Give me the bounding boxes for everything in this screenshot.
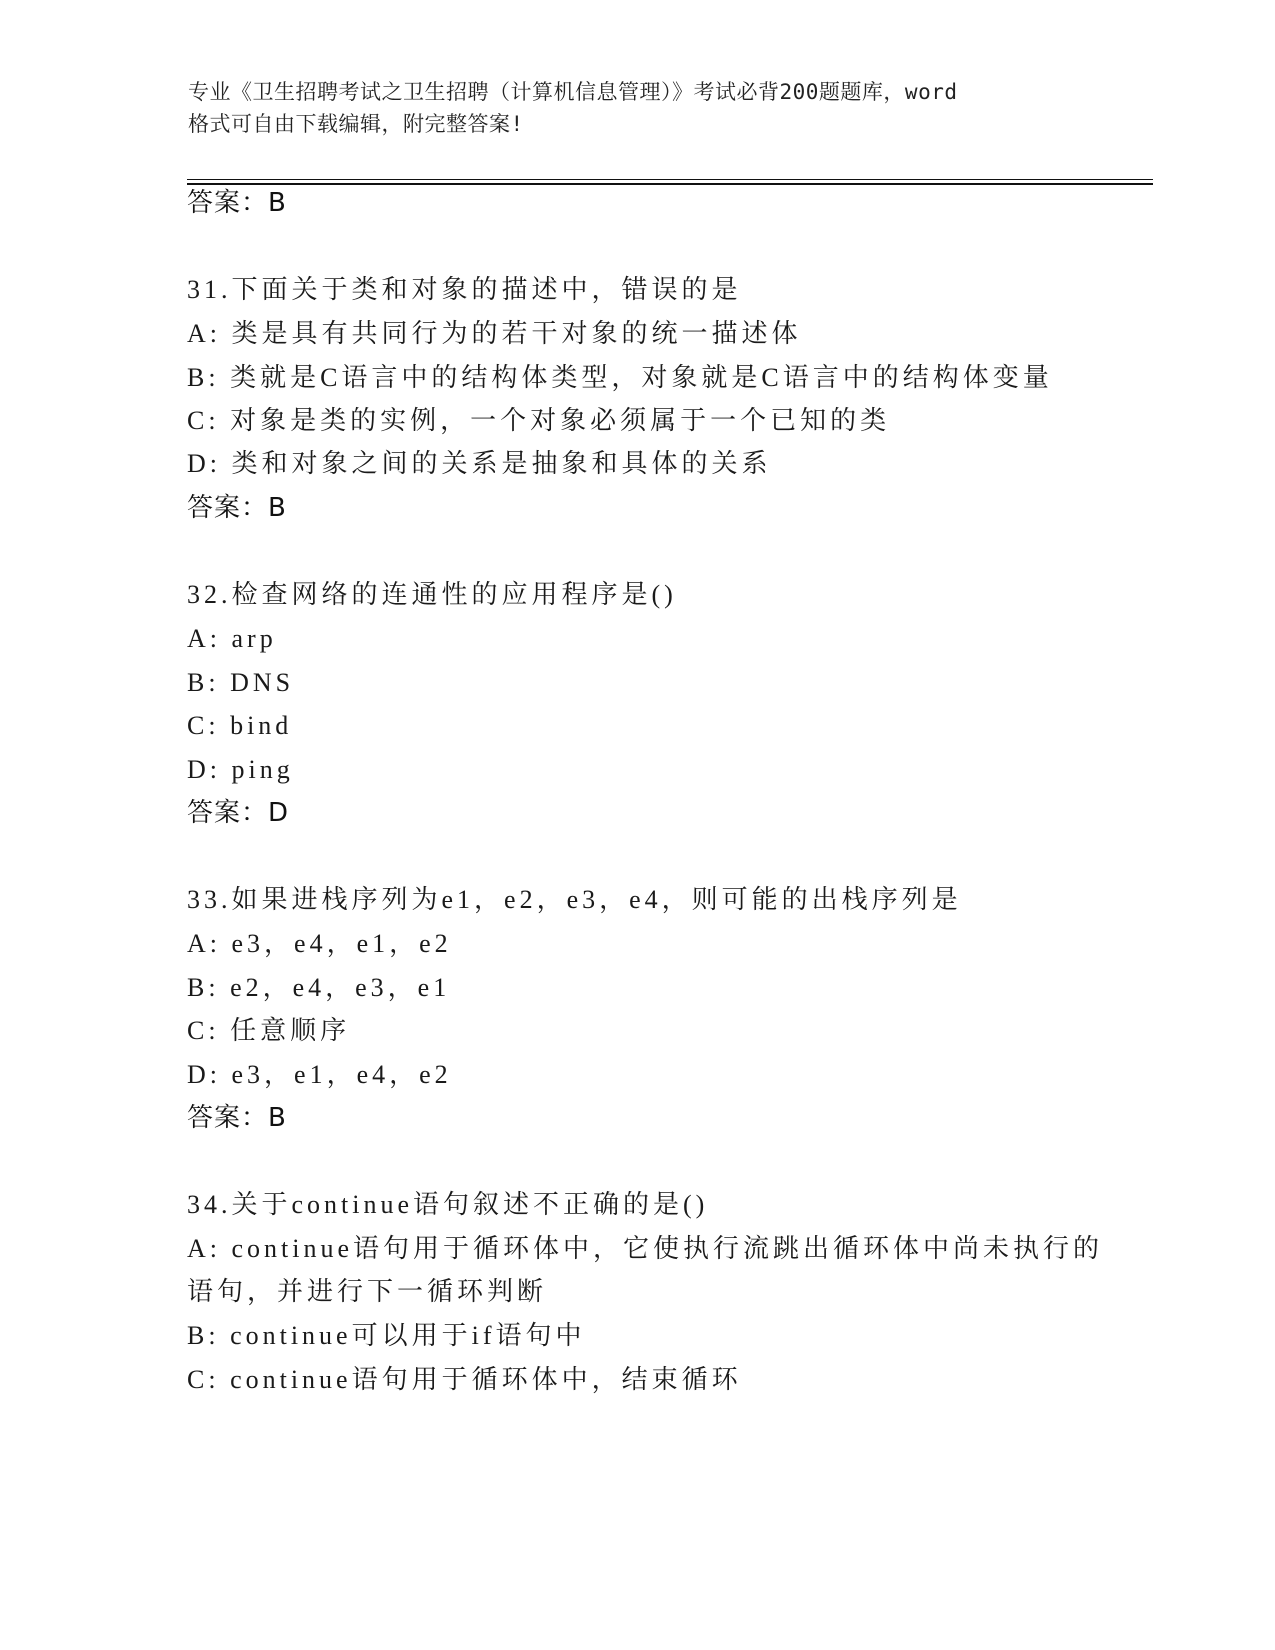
question-option-continuation: 语句，并进行下一循环判断 (187, 1277, 548, 1306)
question-stem-33: 33.如果进栈序列为e1，e2，e3，e4，则可能的出栈序列是 (187, 885, 962, 914)
answer-label: 答案：B (187, 493, 287, 523)
question-option: B: continue可以用于if语句中 (187, 1321, 586, 1350)
header-divider-thick (187, 183, 1153, 185)
question-option: D: ping (187, 755, 294, 784)
question-option: A: continue语句用于循环体中，它使执行流跳出循环体中尚未执行的 (187, 1234, 1104, 1263)
document-header (188, 76, 1088, 140)
question-option: B: e2，e4，e3，e1 (187, 973, 451, 1002)
header-line-2: 格式可自由下载编辑，附完整答案! (188, 112, 524, 136)
header-divider-thin (187, 179, 1153, 180)
question-option: C: 对象是类的实例，一个对象必须属于一个已知的类 (187, 406, 891, 435)
answer-label: 答案：B (187, 1103, 287, 1133)
question-option: A: 类是具有共同行为的若干对象的统一描述体 (187, 319, 802, 348)
question-option: B: 类就是C语言中的结构体类型，对象就是C语言中的结构体变量 (187, 363, 1053, 392)
question-option: C: 任意顺序 (187, 1016, 351, 1045)
question-option: A: arp (187, 624, 277, 653)
answer-label: 答案：B (187, 188, 287, 218)
question-option: C: continue语句用于循环体中，结束循环 (187, 1365, 742, 1394)
question-stem-34: 34.关于continue语句叙述不正确的是() (187, 1190, 709, 1219)
question-option: A: e3，e4，e1，e2 (187, 929, 452, 958)
question-option: C: bind (187, 711, 293, 740)
answer-label: 答案：D (187, 798, 290, 828)
question-option: B: DNS (187, 668, 295, 697)
question-stem-32: 32.检查网络的连通性的应用程序是() (187, 580, 677, 609)
header-line-1: 专业《卫生招聘考试之卫生招聘（计算机信息管理）》考试必背200题题库，word (188, 80, 958, 104)
question-option: D: 类和对象之间的关系是抽象和具体的关系 (187, 449, 772, 478)
question-stem-31: 31.下面关于类和对象的描述中，错误的是 (187, 275, 742, 304)
question-option: D: e3，e1，e4，e2 (187, 1060, 452, 1089)
